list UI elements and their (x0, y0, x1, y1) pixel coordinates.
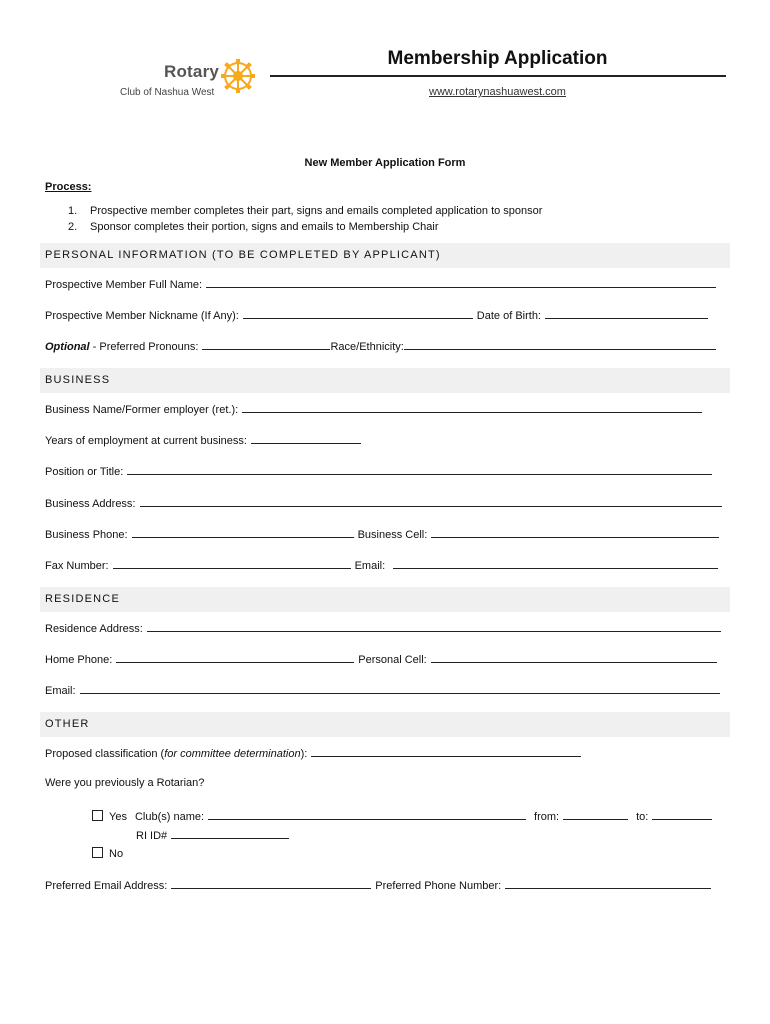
fax-field[interactable] (113, 558, 351, 569)
business-cell-field[interactable] (431, 527, 719, 538)
row-yes-clubs (92, 809, 770, 823)
step-number: 2. (68, 221, 78, 233)
from-field[interactable] (563, 809, 628, 820)
label: Residence Address: (45, 623, 143, 635)
row-pronouns-race (45, 339, 735, 353)
label: Business Phone: (45, 529, 128, 541)
preferred-email-field[interactable] (171, 878, 371, 889)
row-nickname-dob (45, 308, 735, 322)
no-label: No (109, 848, 124, 860)
process-label: Process: (45, 181, 92, 193)
label: Home Phone: (45, 654, 113, 666)
step-number: 1. (68, 205, 78, 217)
logo-wordmark: Rotary (164, 62, 220, 81)
label: Fax Number: (45, 560, 109, 572)
row-previous-rotarian (45, 777, 735, 789)
website-link-wrap (270, 86, 725, 98)
label: Business Name/Former employer (ret.): (45, 404, 239, 416)
to-field[interactable] (652, 809, 712, 820)
full-name-field[interactable] (206, 277, 716, 288)
label: Prospective Member Full Name: (45, 279, 203, 291)
label: RI ID# (136, 830, 168, 842)
website-link[interactable]: www.rotarynashuawest.com (429, 86, 566, 98)
step-text: Prospective member completes their part, signs and emails completed application to sponsor (90, 205, 543, 217)
process-step (68, 221, 439, 233)
process-step (68, 205, 542, 217)
dob-field[interactable] (545, 308, 708, 319)
years-field[interactable] (251, 433, 361, 444)
race-field[interactable] (404, 339, 716, 350)
preferred-phone-field[interactable] (505, 878, 711, 889)
label: Proposed classification ( (45, 748, 165, 760)
section-heading: RESIDENCE (45, 593, 120, 605)
pronouns-field[interactable] (202, 339, 330, 350)
nickname-field[interactable] (243, 308, 473, 319)
label: Prospective Member Nickname (If Any): (45, 310, 239, 322)
row-classification (45, 746, 735, 760)
yes-checkbox[interactable] (92, 810, 103, 821)
row-position (45, 464, 735, 478)
yes-label: Yes (109, 811, 127, 823)
optional-label: Optional (45, 341, 90, 353)
residence-address-field[interactable] (147, 621, 721, 632)
label: Club(s) name: (134, 811, 205, 823)
section-header-residence (40, 587, 730, 612)
label: from: (534, 811, 560, 823)
position-field[interactable] (127, 464, 712, 475)
label: Business Address: (45, 498, 136, 510)
label: Race/Ethnicity: (330, 341, 404, 353)
label: - Preferred Pronouns: (89, 341, 199, 353)
label: Position or Title: (45, 466, 124, 478)
row-business-address (45, 496, 735, 510)
section-heading: PERSONAL INFORMATION (TO BE COMPLETED BY APPLICANT) (45, 249, 441, 261)
label: ): (300, 748, 308, 760)
business-email-field[interactable] (393, 558, 718, 569)
label: Date of Birth: (476, 310, 541, 322)
label-emphasis: for committee determination (164, 748, 301, 760)
clubs-field[interactable] (208, 809, 526, 820)
residence-email-field[interactable] (80, 683, 720, 694)
label: Years of employment at current business: (45, 435, 247, 447)
home-phone-field[interactable] (116, 652, 354, 663)
business-name-field[interactable] (242, 402, 702, 413)
rotary-wheel-icon (221, 59, 255, 93)
personal-cell-field[interactable] (431, 652, 717, 663)
label: Preferred Phone Number: (375, 880, 502, 892)
row-business-phone-cell (45, 527, 735, 541)
label: Business Cell: (357, 529, 428, 541)
section-heading: BUSINESS (45, 374, 111, 386)
row-ri-id (136, 828, 770, 842)
row-residence-email (45, 683, 735, 697)
row-home-personal-phone (45, 652, 735, 666)
row-no (92, 847, 770, 860)
logo-subtitle: Club of Nashua West (120, 87, 215, 98)
form-title: New Member Application Form (304, 157, 466, 169)
business-phone-field[interactable] (132, 527, 354, 538)
section-heading: OTHER (45, 718, 90, 730)
section-header-business (40, 368, 730, 393)
row-business-name (45, 402, 735, 416)
row-years (45, 433, 735, 447)
business-address-field[interactable] (140, 496, 722, 507)
step-text: Sponsor completes their portion, signs and emails to Membership Chair (90, 221, 439, 233)
no-checkbox[interactable] (92, 847, 103, 858)
section-header-other (40, 712, 730, 737)
label: Preferred Email Address: (45, 880, 168, 892)
title-divider (270, 75, 726, 77)
previous-rotarian-question: Were you previously a Rotarian? (45, 777, 205, 789)
label: to: (636, 811, 649, 823)
label: Personal Cell: (358, 654, 427, 666)
row-preferred-contact (45, 878, 735, 892)
section-header-personal (40, 243, 730, 268)
row-full-name (45, 277, 735, 291)
label: Email: (45, 685, 76, 697)
row-fax-email (45, 558, 735, 572)
label: Email: (354, 560, 386, 572)
classification-field[interactable] (311, 746, 581, 757)
ri-id-field[interactable] (171, 828, 289, 839)
rotary-logo (118, 56, 263, 104)
page-title: Membership Application (387, 48, 608, 69)
row-residence-address (45, 621, 735, 635)
